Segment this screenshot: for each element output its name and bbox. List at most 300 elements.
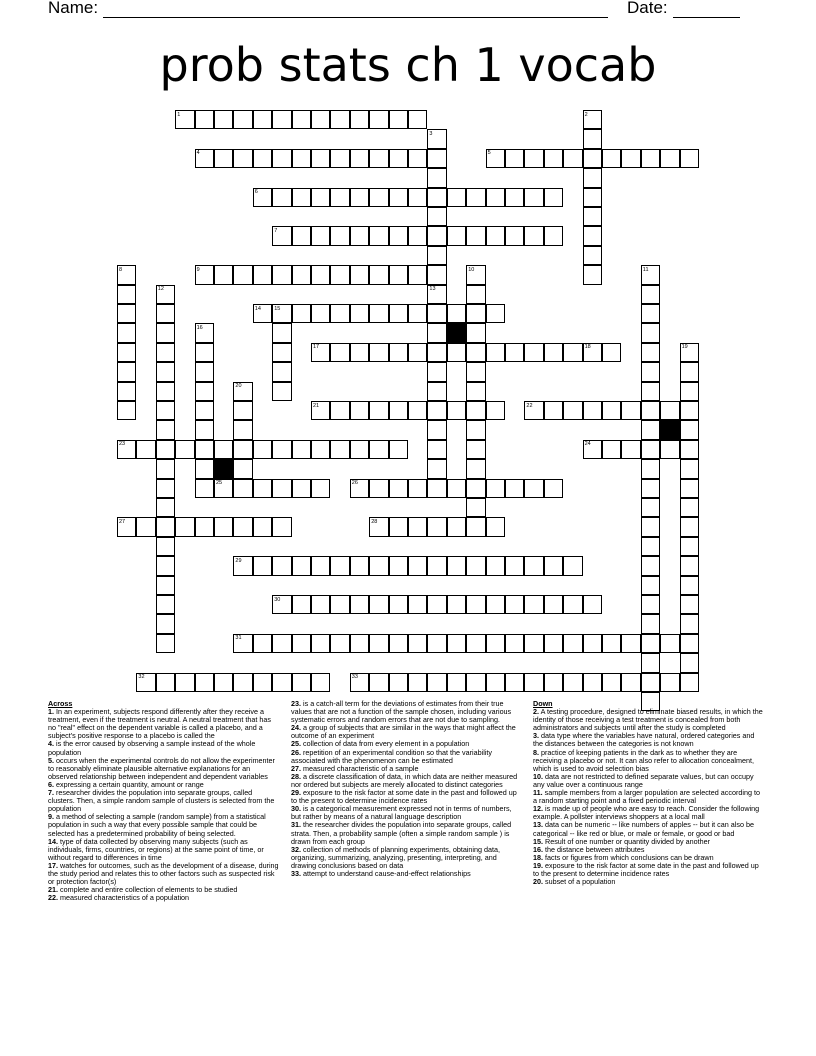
grid-cell[interactable] <box>505 556 524 575</box>
grid-cell[interactable] <box>602 440 621 459</box>
grid-cell[interactable] <box>641 537 660 556</box>
grid-cell[interactable] <box>427 673 446 692</box>
grid-cell[interactable] <box>175 110 194 129</box>
grid-cell[interactable] <box>233 265 252 284</box>
grid-cell[interactable] <box>466 265 485 284</box>
grid-cell[interactable] <box>330 634 349 653</box>
grid-cell[interactable] <box>156 459 175 478</box>
grid-cell[interactable] <box>602 634 621 653</box>
grid-cell[interactable] <box>563 634 582 653</box>
grid-cell[interactable] <box>350 673 369 692</box>
grid-cell[interactable] <box>680 498 699 517</box>
grid-cell[interactable] <box>195 110 214 129</box>
grid-cell[interactable] <box>641 149 660 168</box>
grid-cell[interactable] <box>195 343 214 362</box>
grid-cell[interactable] <box>214 149 233 168</box>
grid-cell[interactable] <box>466 459 485 478</box>
grid-cell[interactable] <box>563 595 582 614</box>
grid-cell[interactable] <box>544 673 563 692</box>
grid-cell[interactable] <box>447 556 466 575</box>
grid-cell[interactable] <box>466 285 485 304</box>
grid-cell[interactable] <box>156 576 175 595</box>
grid-cell[interactable] <box>117 362 136 381</box>
grid-cell[interactable] <box>466 517 485 536</box>
grid-cell[interactable] <box>311 110 330 129</box>
grid-cell[interactable] <box>621 401 640 420</box>
grid-cell[interactable] <box>369 265 388 284</box>
grid-cell[interactable] <box>427 556 446 575</box>
grid-cell[interactable] <box>311 634 330 653</box>
grid-cell[interactable] <box>641 440 660 459</box>
grid-cell[interactable] <box>272 479 291 498</box>
grid-cell[interactable] <box>524 673 543 692</box>
grid-cell[interactable] <box>389 343 408 362</box>
grid-cell[interactable] <box>427 149 446 168</box>
grid-cell[interactable] <box>369 479 388 498</box>
grid-cell[interactable] <box>369 401 388 420</box>
grid-cell[interactable] <box>680 614 699 633</box>
grid-cell[interactable] <box>641 362 660 381</box>
grid-cell[interactable] <box>680 595 699 614</box>
grid-cell[interactable] <box>524 226 543 245</box>
grid-cell[interactable] <box>233 401 252 420</box>
grid-cell[interactable] <box>253 110 272 129</box>
grid-cell[interactable] <box>466 498 485 517</box>
grid-cell[interactable] <box>544 479 563 498</box>
grid-cell[interactable] <box>272 556 291 575</box>
grid-cell[interactable] <box>447 401 466 420</box>
grid-cell[interactable] <box>292 304 311 323</box>
grid-cell[interactable] <box>175 440 194 459</box>
grid-cell[interactable] <box>408 517 427 536</box>
grid-cell[interactable] <box>447 595 466 614</box>
grid-cell[interactable] <box>621 149 640 168</box>
grid-cell[interactable] <box>583 168 602 187</box>
grid-cell[interactable] <box>427 401 446 420</box>
grid-cell[interactable] <box>641 634 660 653</box>
grid-cell[interactable] <box>408 556 427 575</box>
grid-cell[interactable] <box>292 188 311 207</box>
grid-cell[interactable] <box>389 304 408 323</box>
grid-cell[interactable] <box>680 343 699 362</box>
grid-cell[interactable] <box>680 556 699 575</box>
grid-cell[interactable] <box>253 634 272 653</box>
grid-cell[interactable] <box>408 343 427 362</box>
grid-cell[interactable] <box>369 149 388 168</box>
grid-cell[interactable] <box>641 420 660 439</box>
grid-cell[interactable] <box>466 420 485 439</box>
grid-cell[interactable] <box>583 207 602 226</box>
grid-cell[interactable] <box>680 362 699 381</box>
grid-cell[interactable] <box>311 149 330 168</box>
grid-cell[interactable] <box>117 304 136 323</box>
grid-cell[interactable] <box>330 304 349 323</box>
grid-cell[interactable] <box>621 440 640 459</box>
grid-cell[interactable] <box>292 149 311 168</box>
grid-cell[interactable] <box>466 401 485 420</box>
grid-cell[interactable] <box>292 110 311 129</box>
grid-cell[interactable] <box>292 595 311 614</box>
grid-cell[interactable] <box>466 673 485 692</box>
grid-cell[interactable] <box>486 401 505 420</box>
grid-cell[interactable] <box>195 420 214 439</box>
grid-cell[interactable] <box>195 673 214 692</box>
grid-cell[interactable] <box>272 304 291 323</box>
grid-cell[interactable] <box>427 343 446 362</box>
grid-cell[interactable] <box>156 343 175 362</box>
grid-cell[interactable] <box>214 673 233 692</box>
grid-cell[interactable] <box>427 634 446 653</box>
grid-cell[interactable] <box>369 556 388 575</box>
grid-cell[interactable] <box>641 517 660 536</box>
grid-cell[interactable] <box>486 226 505 245</box>
grid-cell[interactable] <box>156 401 175 420</box>
grid-cell[interactable] <box>350 595 369 614</box>
grid-cell[interactable] <box>389 479 408 498</box>
grid-cell[interactable] <box>641 382 660 401</box>
grid-cell[interactable] <box>563 673 582 692</box>
grid-cell[interactable] <box>195 401 214 420</box>
grid-cell[interactable] <box>195 149 214 168</box>
grid-cell[interactable] <box>466 556 485 575</box>
grid-cell[interactable] <box>427 323 446 342</box>
grid-cell[interactable] <box>389 149 408 168</box>
grid-cell[interactable] <box>214 479 233 498</box>
grid-cell[interactable] <box>253 479 272 498</box>
grid-cell[interactable] <box>524 595 543 614</box>
grid-cell[interactable] <box>505 343 524 362</box>
grid-cell[interactable] <box>427 285 446 304</box>
grid-cell[interactable] <box>427 304 446 323</box>
grid-cell[interactable] <box>214 517 233 536</box>
grid-cell[interactable] <box>389 673 408 692</box>
grid-cell[interactable] <box>466 382 485 401</box>
grid-cell[interactable] <box>156 420 175 439</box>
grid-cell[interactable] <box>369 634 388 653</box>
grid-cell[interactable] <box>524 556 543 575</box>
grid-cell[interactable] <box>660 673 679 692</box>
grid-cell[interactable] <box>583 673 602 692</box>
grid-cell[interactable] <box>389 556 408 575</box>
grid-cell[interactable] <box>233 673 252 692</box>
grid-cell[interactable] <box>330 149 349 168</box>
grid-cell[interactable] <box>680 479 699 498</box>
grid-cell[interactable] <box>602 673 621 692</box>
grid-cell[interactable] <box>447 343 466 362</box>
grid-cell[interactable] <box>156 634 175 653</box>
grid-cell[interactable] <box>505 226 524 245</box>
grid-cell[interactable] <box>544 401 563 420</box>
grid-cell[interactable] <box>641 343 660 362</box>
grid-cell[interactable] <box>272 673 291 692</box>
grid-cell[interactable] <box>195 382 214 401</box>
grid-cell[interactable] <box>350 401 369 420</box>
grid-cell[interactable] <box>466 440 485 459</box>
grid-cell[interactable] <box>447 517 466 536</box>
grid-cell[interactable] <box>330 401 349 420</box>
grid-cell[interactable] <box>156 517 175 536</box>
grid-cell[interactable] <box>292 673 311 692</box>
grid-cell[interactable] <box>117 265 136 284</box>
grid-cell[interactable] <box>408 401 427 420</box>
grid-cell[interactable] <box>583 440 602 459</box>
grid-cell[interactable] <box>524 149 543 168</box>
grid-cell[interactable] <box>311 673 330 692</box>
grid-cell[interactable] <box>680 673 699 692</box>
grid-cell[interactable] <box>427 362 446 381</box>
grid-cell[interactable] <box>330 440 349 459</box>
grid-cell[interactable] <box>156 614 175 633</box>
grid-cell[interactable] <box>524 479 543 498</box>
grid-cell[interactable] <box>408 110 427 129</box>
grid-cell[interactable] <box>660 401 679 420</box>
grid-cell[interactable] <box>389 110 408 129</box>
grid-cell[interactable] <box>447 188 466 207</box>
grid-cell[interactable] <box>272 517 291 536</box>
grid-cell[interactable] <box>330 556 349 575</box>
grid-cell[interactable] <box>447 634 466 653</box>
grid-cell[interactable] <box>544 149 563 168</box>
grid-cell[interactable] <box>311 304 330 323</box>
grid-cell[interactable] <box>195 265 214 284</box>
grid-cell[interactable] <box>369 188 388 207</box>
grid-cell[interactable] <box>486 634 505 653</box>
grid-cell[interactable] <box>486 479 505 498</box>
grid-cell[interactable] <box>563 149 582 168</box>
grid-cell[interactable] <box>311 343 330 362</box>
grid-cell[interactable] <box>311 595 330 614</box>
grid-cell[interactable] <box>680 401 699 420</box>
grid-cell[interactable] <box>505 188 524 207</box>
grid-cell[interactable] <box>583 226 602 245</box>
grid-cell[interactable] <box>350 556 369 575</box>
grid-cell[interactable] <box>524 401 543 420</box>
grid-cell[interactable] <box>486 673 505 692</box>
grid-cell[interactable] <box>311 556 330 575</box>
grid-cell[interactable] <box>427 226 446 245</box>
grid-cell[interactable] <box>253 149 272 168</box>
grid-cell[interactable] <box>621 634 640 653</box>
grid-cell[interactable] <box>583 246 602 265</box>
grid-cell[interactable] <box>447 479 466 498</box>
grid-cell[interactable] <box>466 188 485 207</box>
grid-cell[interactable] <box>583 401 602 420</box>
grid-cell[interactable] <box>583 149 602 168</box>
grid-cell[interactable] <box>233 479 252 498</box>
grid-cell[interactable] <box>466 634 485 653</box>
grid-cell[interactable] <box>117 285 136 304</box>
grid-cell[interactable] <box>641 576 660 595</box>
grid-cell[interactable] <box>505 634 524 653</box>
grid-cell[interactable] <box>350 149 369 168</box>
grid-cell[interactable] <box>680 634 699 653</box>
grid-cell[interactable] <box>330 110 349 129</box>
grid-cell[interactable] <box>641 459 660 478</box>
grid-cell[interactable] <box>486 343 505 362</box>
grid-cell[interactable] <box>330 188 349 207</box>
grid-cell[interactable] <box>389 595 408 614</box>
grid-cell[interactable] <box>680 653 699 672</box>
grid-cell[interactable] <box>253 440 272 459</box>
grid-cell[interactable] <box>195 362 214 381</box>
grid-cell[interactable] <box>369 673 388 692</box>
grid-cell[interactable] <box>641 304 660 323</box>
grid-cell[interactable] <box>272 323 291 342</box>
grid-cell[interactable] <box>427 517 446 536</box>
grid-cell[interactable] <box>408 595 427 614</box>
grid-cell[interactable] <box>544 595 563 614</box>
grid-cell[interactable] <box>389 226 408 245</box>
grid-cell[interactable] <box>408 479 427 498</box>
grid-cell[interactable] <box>272 149 291 168</box>
grid-cell[interactable] <box>408 304 427 323</box>
grid-cell[interactable] <box>641 614 660 633</box>
grid-cell[interactable] <box>466 226 485 245</box>
grid-cell[interactable] <box>524 188 543 207</box>
grid-cell[interactable] <box>117 517 136 536</box>
grid-cell[interactable] <box>195 479 214 498</box>
grid-cell[interactable] <box>408 149 427 168</box>
grid-cell[interactable] <box>486 595 505 614</box>
grid-cell[interactable] <box>486 149 505 168</box>
grid-cell[interactable] <box>214 110 233 129</box>
grid-cell[interactable] <box>563 401 582 420</box>
grid-cell[interactable] <box>583 634 602 653</box>
grid-cell[interactable] <box>408 673 427 692</box>
grid-cell[interactable] <box>641 323 660 342</box>
grid-cell[interactable] <box>369 440 388 459</box>
grid-cell[interactable] <box>466 304 485 323</box>
grid-cell[interactable] <box>136 673 155 692</box>
grid-cell[interactable] <box>583 595 602 614</box>
grid-cell[interactable] <box>486 517 505 536</box>
grid-cell[interactable] <box>680 440 699 459</box>
grid-cell[interactable] <box>156 440 175 459</box>
grid-cell[interactable] <box>680 382 699 401</box>
grid-cell[interactable] <box>156 304 175 323</box>
grid-cell[interactable] <box>680 517 699 536</box>
grid-cell[interactable] <box>583 265 602 284</box>
grid-cell[interactable] <box>117 382 136 401</box>
grid-cell[interactable] <box>350 634 369 653</box>
grid-cell[interactable] <box>505 595 524 614</box>
grid-cell[interactable] <box>641 653 660 672</box>
grid-cell[interactable] <box>641 479 660 498</box>
grid-cell[interactable] <box>583 110 602 129</box>
grid-cell[interactable] <box>641 556 660 575</box>
grid-cell[interactable] <box>544 556 563 575</box>
grid-cell[interactable] <box>583 129 602 148</box>
grid-cell[interactable] <box>505 149 524 168</box>
grid-cell[interactable] <box>427 265 446 284</box>
grid-cell[interactable] <box>272 265 291 284</box>
grid-cell[interactable] <box>195 440 214 459</box>
grid-cell[interactable] <box>641 595 660 614</box>
grid-cell[interactable] <box>214 265 233 284</box>
grid-cell[interactable] <box>272 595 291 614</box>
grid-cell[interactable] <box>641 498 660 517</box>
grid-cell[interactable] <box>233 459 252 478</box>
grid-cell[interactable] <box>292 634 311 653</box>
grid-cell[interactable] <box>447 226 466 245</box>
grid-cell[interactable] <box>369 226 388 245</box>
grid-cell[interactable] <box>156 537 175 556</box>
grid-cell[interactable] <box>505 479 524 498</box>
grid-cell[interactable] <box>563 343 582 362</box>
grid-cell[interactable] <box>117 440 136 459</box>
grid-cell[interactable] <box>330 265 349 284</box>
grid-cell[interactable] <box>311 479 330 498</box>
grid-cell[interactable] <box>233 382 252 401</box>
grid-cell[interactable] <box>680 537 699 556</box>
grid-cell[interactable] <box>350 226 369 245</box>
grid-cell[interactable] <box>505 673 524 692</box>
grid-cell[interactable] <box>330 343 349 362</box>
grid-cell[interactable] <box>233 149 252 168</box>
grid-cell[interactable] <box>272 343 291 362</box>
grid-cell[interactable] <box>408 226 427 245</box>
grid-cell[interactable] <box>408 188 427 207</box>
grid-cell[interactable] <box>369 343 388 362</box>
grid-cell[interactable] <box>369 595 388 614</box>
grid-cell[interactable] <box>253 517 272 536</box>
grid-cell[interactable] <box>292 440 311 459</box>
grid-cell[interactable] <box>427 479 446 498</box>
grid-cell[interactable] <box>641 265 660 284</box>
grid-cell[interactable] <box>563 556 582 575</box>
grid-cell[interactable] <box>292 556 311 575</box>
grid-cell[interactable] <box>175 673 194 692</box>
grid-cell[interactable] <box>156 362 175 381</box>
grid-cell[interactable] <box>389 265 408 284</box>
grid-cell[interactable] <box>389 440 408 459</box>
grid-cell[interactable] <box>427 420 446 439</box>
grid-cell[interactable] <box>486 304 505 323</box>
grid-cell[interactable] <box>602 401 621 420</box>
grid-cell[interactable] <box>233 634 252 653</box>
grid-cell[interactable] <box>156 556 175 575</box>
grid-cell[interactable] <box>427 207 446 226</box>
grid-cell[interactable] <box>524 343 543 362</box>
grid-cell[interactable] <box>544 226 563 245</box>
grid-cell[interactable] <box>486 556 505 575</box>
grid-cell[interactable] <box>350 479 369 498</box>
grid-cell[interactable] <box>156 595 175 614</box>
grid-cell[interactable] <box>311 226 330 245</box>
grid-cell[interactable] <box>602 343 621 362</box>
grid-cell[interactable] <box>350 343 369 362</box>
grid-cell[interactable] <box>253 265 272 284</box>
grid-cell[interactable] <box>427 382 446 401</box>
grid-cell[interactable] <box>292 479 311 498</box>
grid-cell[interactable] <box>117 323 136 342</box>
grid-cell[interactable] <box>389 401 408 420</box>
grid-cell[interactable] <box>292 265 311 284</box>
grid-cell[interactable] <box>350 304 369 323</box>
grid-cell[interactable] <box>389 188 408 207</box>
grid-cell[interactable] <box>660 634 679 653</box>
grid-cell[interactable] <box>195 459 214 478</box>
grid-cell[interactable] <box>447 304 466 323</box>
grid-cell[interactable] <box>466 343 485 362</box>
grid-cell[interactable] <box>156 498 175 517</box>
grid-cell[interactable] <box>427 595 446 614</box>
grid-cell[interactable] <box>253 556 272 575</box>
grid-cell[interactable] <box>330 595 349 614</box>
grid-cell[interactable] <box>466 323 485 342</box>
grid-cell[interactable] <box>369 110 388 129</box>
grid-cell[interactable] <box>330 226 349 245</box>
